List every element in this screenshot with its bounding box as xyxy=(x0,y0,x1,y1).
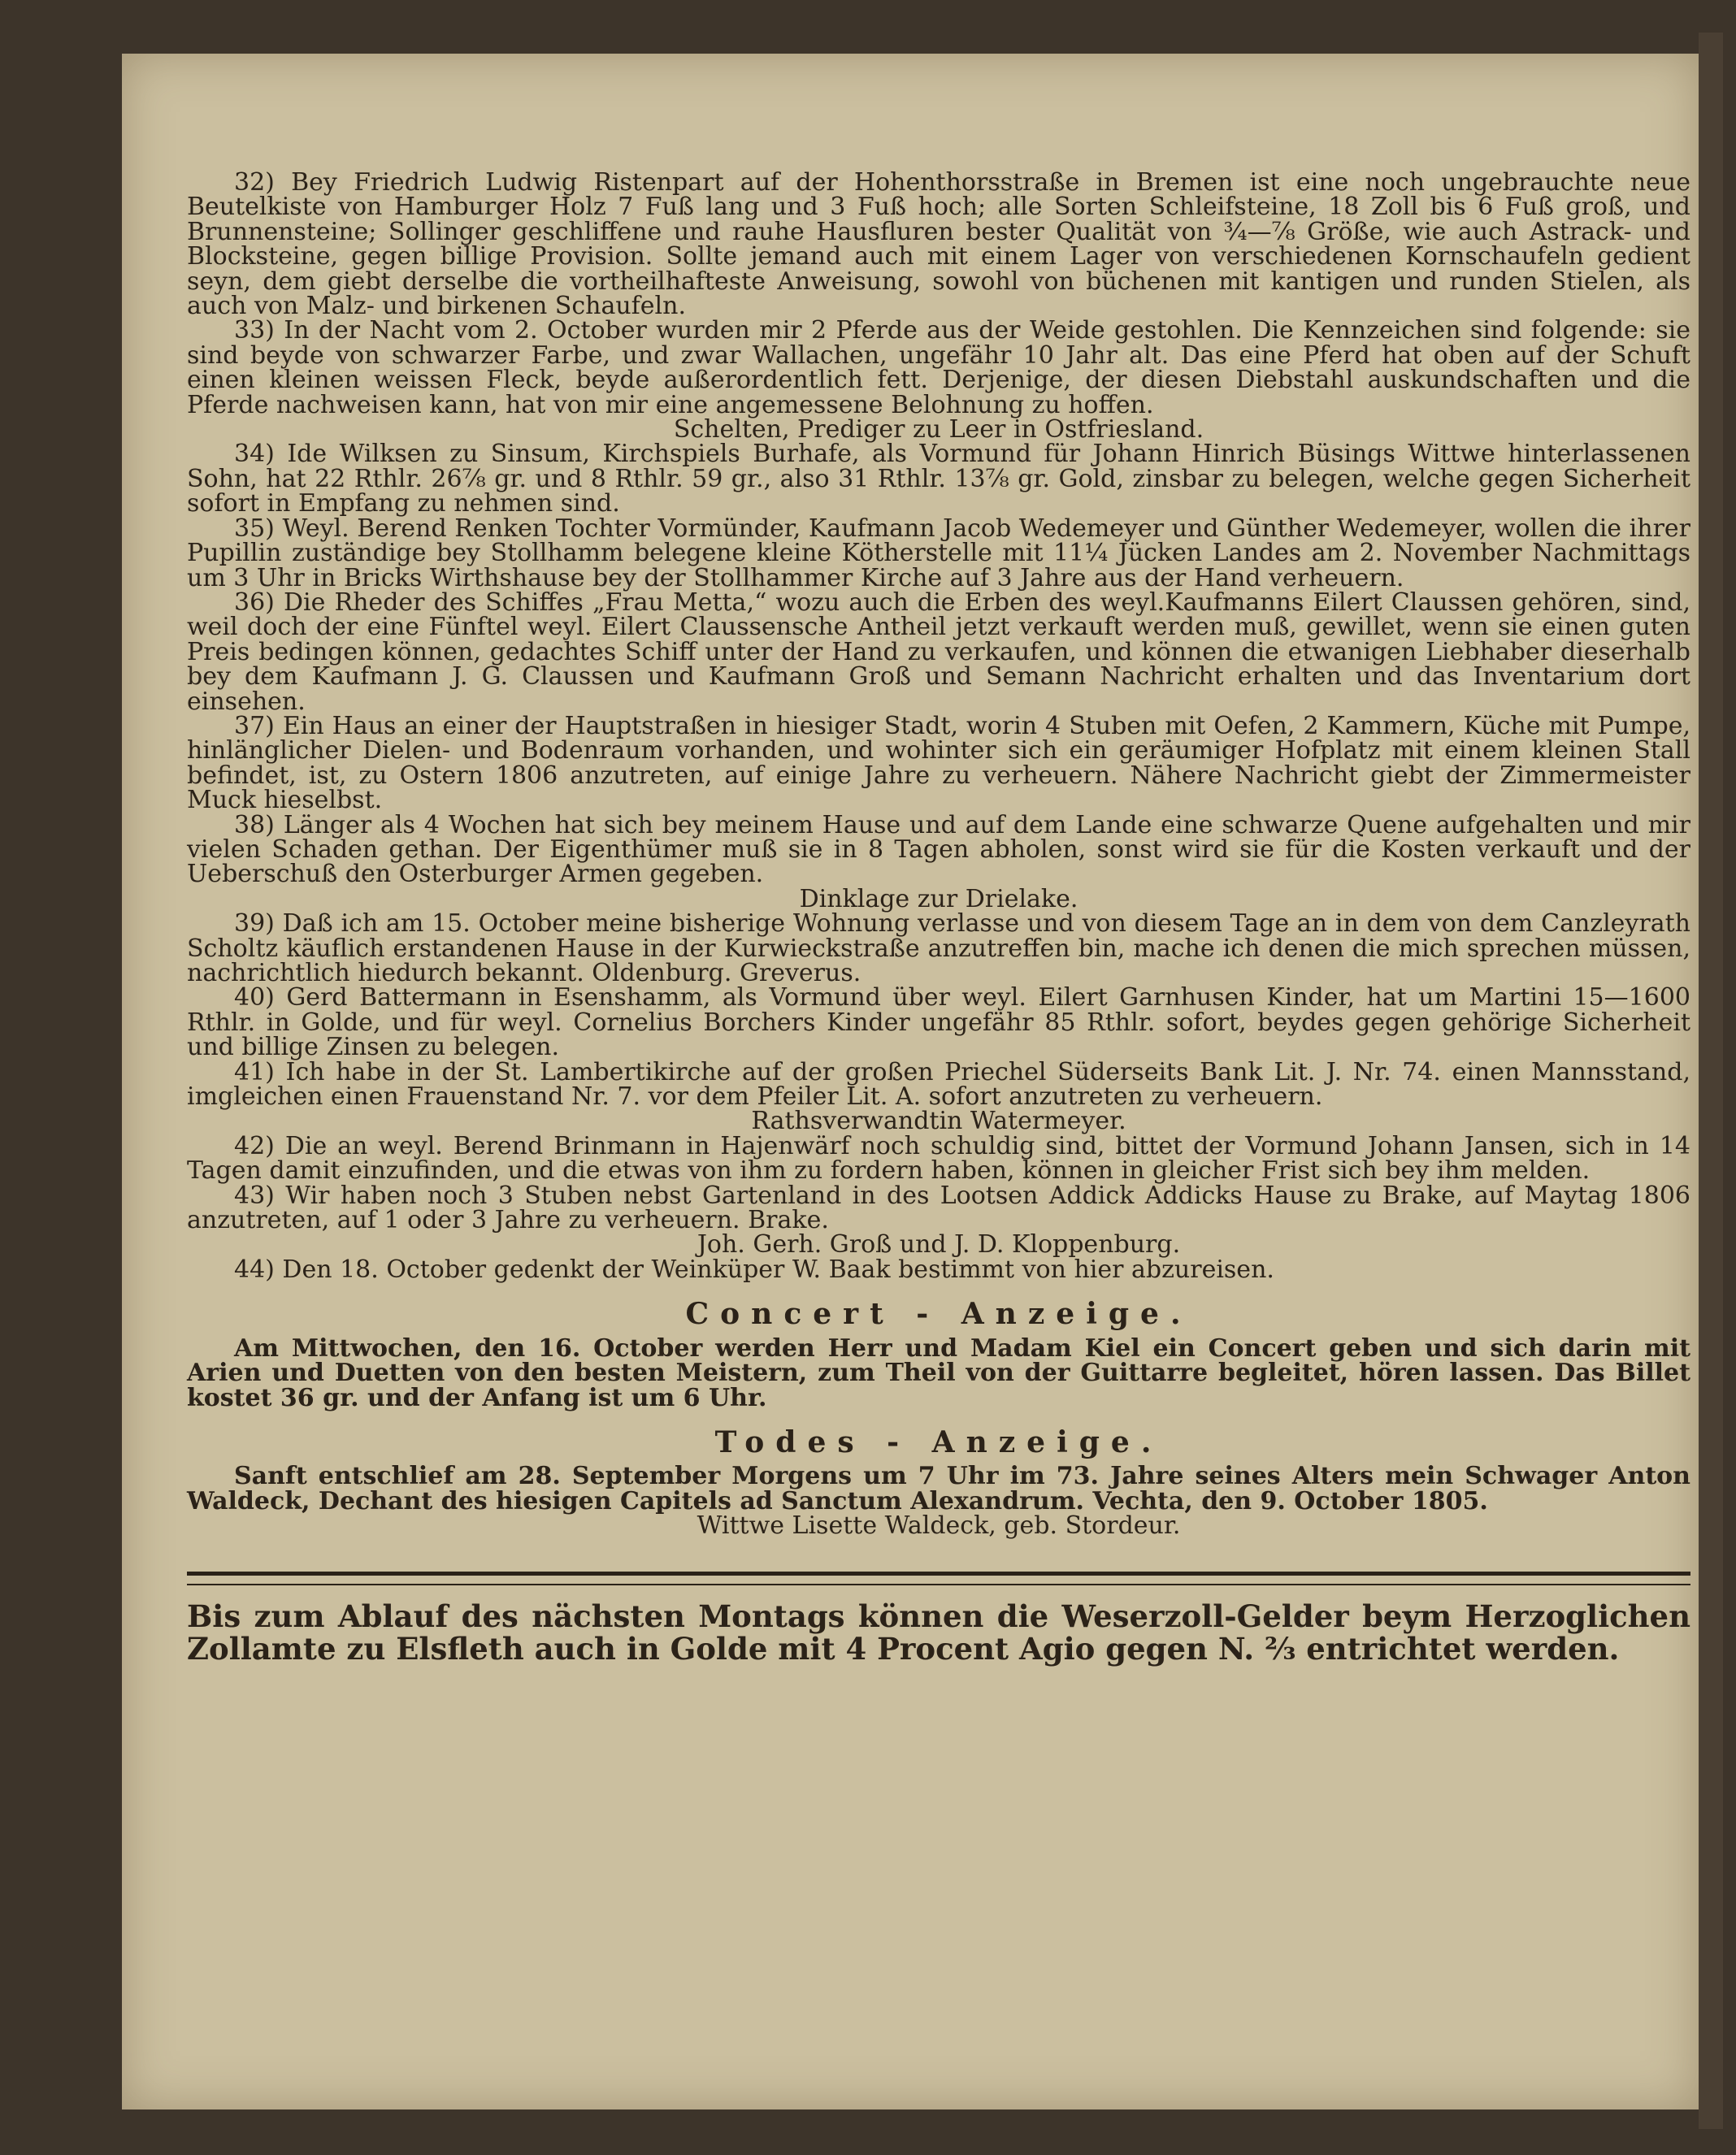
death-notice-heading: Todes - Anzeige. xyxy=(714,1424,1163,1459)
entry-39 xyxy=(187,909,1690,987)
entry-text: 34) Ide Wilksen zu Sinsum, Kirchspiels Burhafe, als Vormund für Johann Hinrich Büsings Wittwe hinterlassenen Sohn, hat 22 Rthlr. 26⅞ gr. und 8 Rthlr. 59 gr., also 31 Rthlr. 13⅞ gr. Gold, zinsbar zu belegen, welche gegen Sicherheit sofort in Empfang zu nehmen sind. xyxy=(187,440,1690,518)
entry-signature: Schelten, Prediger zu Leer in Ostfriesland. xyxy=(673,415,1204,444)
concert-section xyxy=(187,1297,1690,1412)
entry-38 xyxy=(187,810,1690,913)
entry-signature: Joh. Gerh. Groß und J. D. Kloppenburg. xyxy=(697,1230,1181,1260)
entry-text: 35) Weyl. Berend Renken Tochter Vormünder, Kaufmann Jacob Wedemeyer und Günther Wedemeyer, wollen die ihrer Pupillin zuständige bey Stollhamm belegene kleine Kötherstelle mit 11¼ Jücken Landes am 2. November Nachmittags um 3 Uhr in Bricks Wirthshause bey der Stollhammer Kirche auf 3 Jahre aus der Hand verheuern. xyxy=(187,514,1690,592)
entry-36 xyxy=(187,588,1690,716)
concert-heading: Concert - Anzeige. xyxy=(685,1297,1192,1332)
divider-thin xyxy=(187,1584,1690,1585)
entry-signature: Dinklage zur Drielake. xyxy=(799,884,1078,913)
entry-33 xyxy=(187,316,1690,444)
entry-40 xyxy=(187,983,1690,1062)
divider-thick xyxy=(187,1572,1690,1576)
page-content xyxy=(187,168,1690,1667)
entry-text: 38) Länger als 4 Wochen hat sich bey meinem Hause und auf dem Lande eine schwarze Quene aufgehalten und mir vielen Schaden gethan. Der Eigenthümer muß sie in 8 Tagen abholen, sonst wird sie für die Kosten verkauft und der Ueberschuß den Osterburger Armen gegeben. xyxy=(187,810,1690,889)
entry-text: 32) Bey Friedrich Ludwig Ristenpart auf der Hohenthorsstraße in Bremen ist eine noch ungebrauchte neue Beutelkiste von Hamburger Holz 7 Fuß lang und 3 Fuß hoch; alle Sorten Schleifsteine, 18 Zoll bis 6 Fuß groß, und Brunnensteine; Sollinger geschliffene und rauhe Hausfluren bester Qualität von ¾—⅞ Größe, wie auch Astrack- und Blocksteine, gegen billige Provision. Sollte jemand auch mit einem Lager von verschiedenen Kornschaufeln gedient seyn, dem giebt derselbe die vortheilhafteste Anweisung, sowohl von büchenen mit kantigen und runden Stielen, als auch von Malz- und birkenen Schaufeln. xyxy=(187,168,1690,321)
entry-text: 33) In der Nacht vom 2. October wurden mir 2 Pferde aus der Weide gestohlen. Die Kennzeichen sind folgende: sie sind beyde von schwarzer Farbe, und zwar Wallachen, ungefähr 10 Jahr alt. Das eine Pferd hat oben auf der Schuft einen kleinen weissen Fleck, beyde außerordentlich fett. Derjenige, der diesen Diebstahl auskundschaften und die Pferde nachweisen kann, hat von mir eine angemessene Belohnung zu hoffen. xyxy=(187,316,1690,419)
entry-text: 36) Die Rheder des Schiffes „Frau Metta,“ wozu auch die Erben des weyl.Kaufmanns Eilert Claussen gehören, sind, weil doch der eine Fünftel weyl. Eilert Claussensche Antheil jetzt verkauft werden muß, gewillet, wenn sie einen guten Preis bedingen können, gedachtes Schiff unter der Hand zu verkaufen, und können die etwanigen Liebhaber dieserhalb bey dem Kaufmann J. G. Claussen und Kaufmann Groß und Semann Nachricht erhalten und das Inventarium dort einsehen. xyxy=(187,588,1690,716)
entry-text: 44) Den 18. October gedenkt der Weinküper W. Baak bestimmt von hier abzureisen. xyxy=(234,1255,1274,1284)
entry-34 xyxy=(187,442,1690,516)
entry-42 xyxy=(187,1131,1690,1186)
entry-signature: Rathsverwandtin Watermeyer. xyxy=(751,1107,1126,1136)
entry-text: 42) Die an weyl. Berend Brinmann in Hajenwärf noch schuldig sind, bittet der Vormund Johann Jansen, sich in 14 Tagen damit einzufinden, und die etwas von ihm zu fordern haben, können in gleicher Frist sich bey ihm melden. xyxy=(187,1131,1690,1186)
entry-text: 39) Daß ich am 15. October meine bisherige Wohnung verlasse und von diesem Tage an in dem von dem Canzleyrath Scholtz käuflich erstandenen Hause in der Kurwieckstraße anzutreffen bin, mache ich denen die mich sprechen müssen, nachrichtlich hiedurch bekannt. Oldenburg. Greverus. xyxy=(187,909,1690,987)
entry-text: 43) Wir haben noch 3 Stuben nebst Gartenland in des Lootsen Addick Addicks Hause zu Brake, auf Maytag 1806 anzutreten, auf 1 oder 3 Jahre zu verheuern. Brake. xyxy=(187,1181,1690,1235)
customs-notice: Bis zum Ablauf des nächsten Montags können die Weserzoll-Gelder beym Herzoglichen Zollamte zu Elsfleth auch in Golde mit 4 Procent Agio gegen N. ⅔ entrichtet werden. xyxy=(187,1598,1690,1667)
entry-43 xyxy=(187,1181,1690,1260)
entry-44 xyxy=(187,1255,1690,1284)
entry-text: 41) Ich habe in der St. Lambertikirche auf der großen Priechel Süderseits Bank Lit. J. Nr. 74. einen Mannsstand, imgleichen einen Frauenstand Nr. 7. vor dem Pfeiler Lit. A. sofort anzutreten zu verheuern. xyxy=(187,1057,1690,1112)
death-notice-signature: Wittwe Lisette Waldeck, geb. Stordeur. xyxy=(697,1511,1181,1541)
entry-37 xyxy=(187,711,1690,815)
death-notice-section xyxy=(187,1424,1690,1541)
entry-text: 37) Ein Haus an einer der Hauptstraßen in hiesiger Stadt, worin 4 Stuben mit Oefen, 2 Kammern, Küche mit Pumpe, hinlänglicher Dielen- und Bodenraum vorhanden, und wohinter sich ein geräumiger Hofplatz mit einem kleinen Stall befindet, ist, zu Ostern 1806 anzutreten, auf einige Jahre zu verheuern. Nähere Nachricht giebt der Zimmermeister Muck hieselbst. xyxy=(187,711,1690,815)
entry-32 xyxy=(187,168,1690,321)
entry-35 xyxy=(187,514,1690,592)
concert-text: Am Mittwochen, den 16. October werden Herr und Madam Kiel ein Concert geben und sich darin mit Arien und Duetten von den besten Meistern, zum Theil von der Guittarre begleitet, hören lassen. Das Billet kostet 36 gr. und der Anfang ist um 6 Uhr. xyxy=(187,1333,1690,1412)
entry-41 xyxy=(187,1057,1690,1136)
page-edge xyxy=(1699,33,1723,2129)
entry-text: 40) Gerd Battermann in Esenshamm, als Vormund über weyl. Eilert Garnhusen Kinder, hat um Martini 15—1600 Rthlr. in Golde, und für weyl. Cornelius Borchers Kinder ungefähr 85 Rthlr. sofort, beydes gegen gehörige Sicherheit und billige Zinsen zu belegen. xyxy=(187,983,1690,1062)
death-notice-text: Sanft entschlief am 28. September Morgens um 7 Uhr im 73. Jahre seines Alters mein Schwager Anton Waldeck, Dechant des hiesigen Capitels ad Sanctum Alexandrum. Vechta, den 9. October 1805. xyxy=(187,1462,1690,1515)
